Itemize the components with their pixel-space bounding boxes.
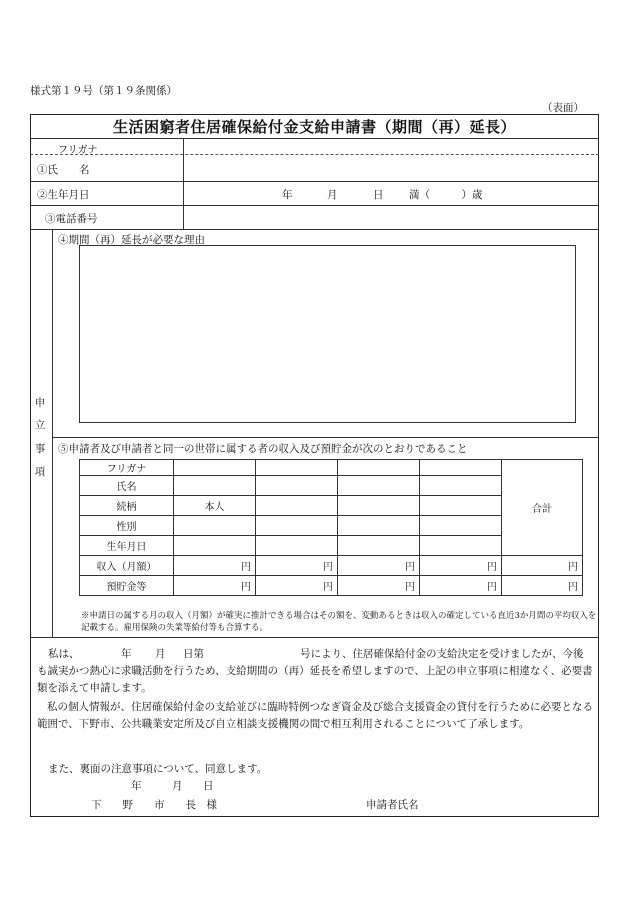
birth-month-unit: 月 [327,189,338,201]
divider [30,205,599,206]
row-label-income: 収入（月額） [80,556,174,576]
reason-textarea[interactable] [79,245,576,423]
divider [30,181,599,182]
table-cell[interactable] [420,516,502,536]
phone-label: ③電話番号 [45,213,98,225]
front-side-label: （表面） [542,102,584,114]
table-cell[interactable] [338,476,420,496]
date-day-unit: 日 [203,780,214,792]
divider [52,229,53,637]
section-5-title: ⑤申請者及び申請者と同一の世帯に属する者の収入及び預貯金が次のとおりであること [58,443,468,455]
yen-unit: 円 [174,556,256,576]
decision-month-unit: 月 [155,648,166,660]
table-cell[interactable] [420,476,502,496]
yen-unit: 円 [420,576,502,596]
birth-year-unit: 年 [282,189,293,201]
table-cell[interactable] [338,496,420,516]
side-char: 項 [34,466,46,478]
yen-unit: 円 [256,556,338,576]
divider [30,154,599,155]
table-cell[interactable] [420,460,502,476]
table-cell[interactable] [256,476,338,496]
form-title: 生活困窮者住居確保給付金支給申請書（期間（再）延長） [112,118,516,136]
table-cell[interactable] [338,536,420,556]
divider [30,229,599,230]
table-cell[interactable] [420,536,502,556]
row-label-relation: 続柄 [80,496,174,516]
side-char: 申 [34,397,46,409]
side-char: 立 [34,419,46,431]
declaration-paragraph-2: 私の個人情報が、住居確保給付金の支給並びに臨時特例つなぎ資金及び総合支援資金の貸付を行うために必要となる範囲で、下野市、公共職業安定所及び自立相談支援機関の間で相互利用されることについて了承します。 [37,701,593,730]
yen-unit: 円 [256,576,338,596]
income-table [79,459,583,596]
section-4-title: ④期間（再）延長が必要な理由 [58,234,205,246]
total-header: 合計 [502,460,583,556]
name-label: ①氏 名 [37,164,90,176]
yen-unit: 円 [502,576,583,596]
table-cell[interactable] [420,496,502,516]
divider [183,138,184,229]
decision-year-unit: 年 [121,648,132,660]
table-cell[interactable] [338,516,420,536]
declaration-paragraph-3: また、裏面の注意事項について、同意します。 [48,763,268,775]
declaration-paragraph-1: 号により、住居確保給付金の支給決定を受けましたが、今後も誠実かつ熱心に求職活動を行うため、支給期間の（再）延長を希望しますので、上記の申立事項に相違なく、必要書類を添えて申請します。 [37,648,593,694]
yen-unit: 円 [338,576,420,596]
table-row [80,576,583,596]
yen-unit: 円 [502,556,583,576]
table-cell[interactable] [174,476,256,496]
row-label-birth: 生年月日 [80,536,174,556]
row-label-furigana: フリガナ [80,460,174,476]
table-cell[interactable] [256,460,338,476]
yen-unit: 円 [338,556,420,576]
divider [52,437,599,438]
signature-label: 申請者氏名 [366,799,419,811]
yen-unit: 円 [174,576,256,596]
table-cell[interactable] [256,496,338,516]
table-cell[interactable] [174,536,256,556]
side-char: 事 [34,443,46,455]
addressee: 下 野 市 長 様 [91,799,217,811]
income-note: ※申請日の属する月の収入（月額）が確実に推計できる場合はその額を、変動あるときは収入の確定している直近3か月間の平均収入を記載する。雇用保険の失業等給付等も合算する。 [81,611,597,633]
date-month-unit: 月 [172,780,183,792]
birth-day-unit: 日 [373,189,384,201]
date-year-unit: 年 [131,780,142,792]
table-cell[interactable] [174,460,256,476]
table-cell[interactable] [338,460,420,476]
yen-unit: 円 [420,556,502,576]
divider [30,138,599,139]
declaration-lead: 私は、 [48,648,80,660]
table-cell[interactable] [256,516,338,536]
age-field: 満（ ）歳 [409,189,483,201]
row-label-gender: 性別 [80,516,174,536]
birthdate-label: ②生年月日 [37,189,90,201]
table-cell[interactable] [174,516,256,536]
table-row [80,460,583,476]
decision-day-unit: 日第 [183,648,204,660]
table-row [80,556,583,576]
furigana-label: フリガナ [58,145,98,156]
row-label-savings: 預貯金等 [80,576,174,596]
table-cell[interactable] [256,536,338,556]
form-number: 様式第１９号（第１９条関係） [30,85,177,97]
divider [30,637,599,638]
relation-self: 本人 [174,496,256,516]
row-label-name: 氏名 [80,476,174,496]
